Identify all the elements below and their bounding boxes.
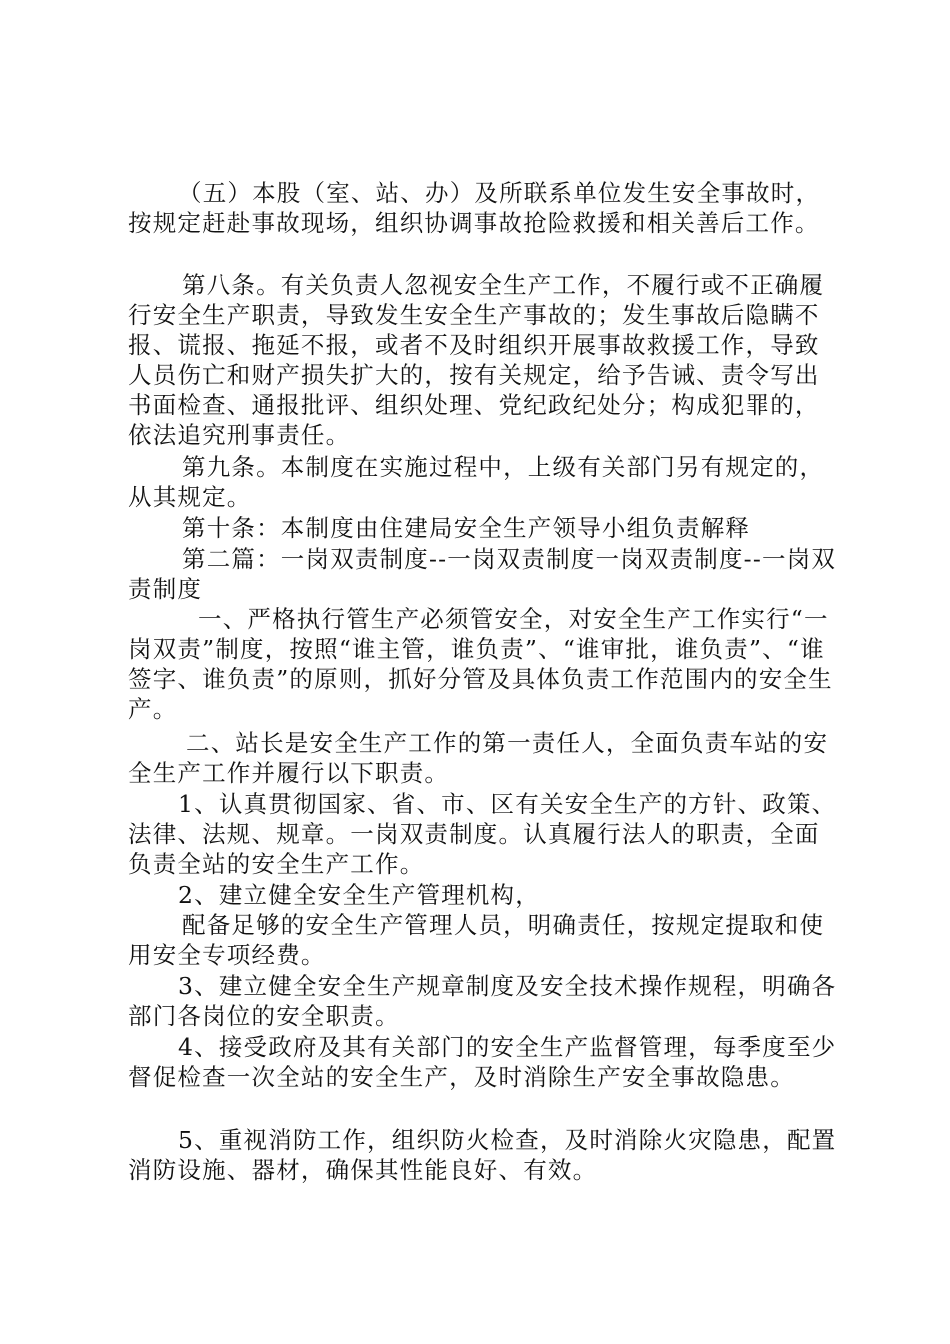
paragraph-duty-5: 5、重视消防工作，组织防火检查，及时消除火灾隐患，配置消防设施、器材，确保其性能良好、有效。	[128, 1126, 837, 1184]
paragraph-duty-2: 2、建立健全安全生产管理机构，	[178, 881, 540, 909]
paragraph-item-one: 一、严格执行管生产必须管安全，对安全生产工作实行“一岗双责”制度，按照“谁主管，谁负责”、“谁审批，谁负责”、“谁签字、谁负责”的原则，抓好分管及具体负责工作范围内的安全生产。	[128, 605, 833, 723]
paragraph-item-two: 二、站长是安全生产工作的第一责任人，全面负责车站的安全生产工作并履行以下职责。	[128, 729, 829, 787]
paragraph-article-9: 第九条。本制度在实施过程中，上级有关部门另有规定的，从其规定。	[128, 453, 825, 511]
paragraph-duty-4: 4、接受政府及其有关部门的安全生产监督管理，每季度至少督促检查一次全站的安全生产，及时消除生产安全事故隐患。	[128, 1033, 837, 1091]
paragraph-duty-3: 3、建立健全安全生产规章制度及安全技术操作规程，明确各部门各岗位的安全职责。	[128, 972, 837, 1030]
paragraph-duty-1: 1、认真贯彻国家、省、市、区有关安全生产的方针、政策、法律、法规、规章。一岗双责制度。认真履行法人的职责，全面负责全站的安全生产工作。	[128, 790, 837, 878]
paragraph-article-10: 第十条：本制度由住建局安全生产领导小组负责解释	[182, 514, 751, 542]
paragraph-section-5: （五）本股（室、站、办）及所联系单位发生安全事故时，按规定赶赴事故现场，组织协调事故抢险救援和相关善后工作。	[128, 179, 821, 237]
paragraph-article-8: 第八条。有关负责人忽视安全生产工作，不履行或不正确履行安全生产职责，导致发生安全生产事故的；发生事故后隐瞒不报、谎报、拖延不报，或者不及时组织开展事故救援工作，导致人员伤亡和财产损失扩大的，按有关规定，给予告诫、责令写出书面检查、通报批评、组织处理、党纪政纪处分；构成犯罪的，依法追究刑事责任。	[128, 271, 825, 449]
heading-part-two: 第二篇：一岗双责制度--一岗双责制度一岗双责制度--一岗双责制度	[128, 545, 837, 603]
paragraph-duty-2-cont: 配备足够的安全生产管理人员，明确责任，按规定提取和使用安全专项经费。	[128, 911, 825, 969]
